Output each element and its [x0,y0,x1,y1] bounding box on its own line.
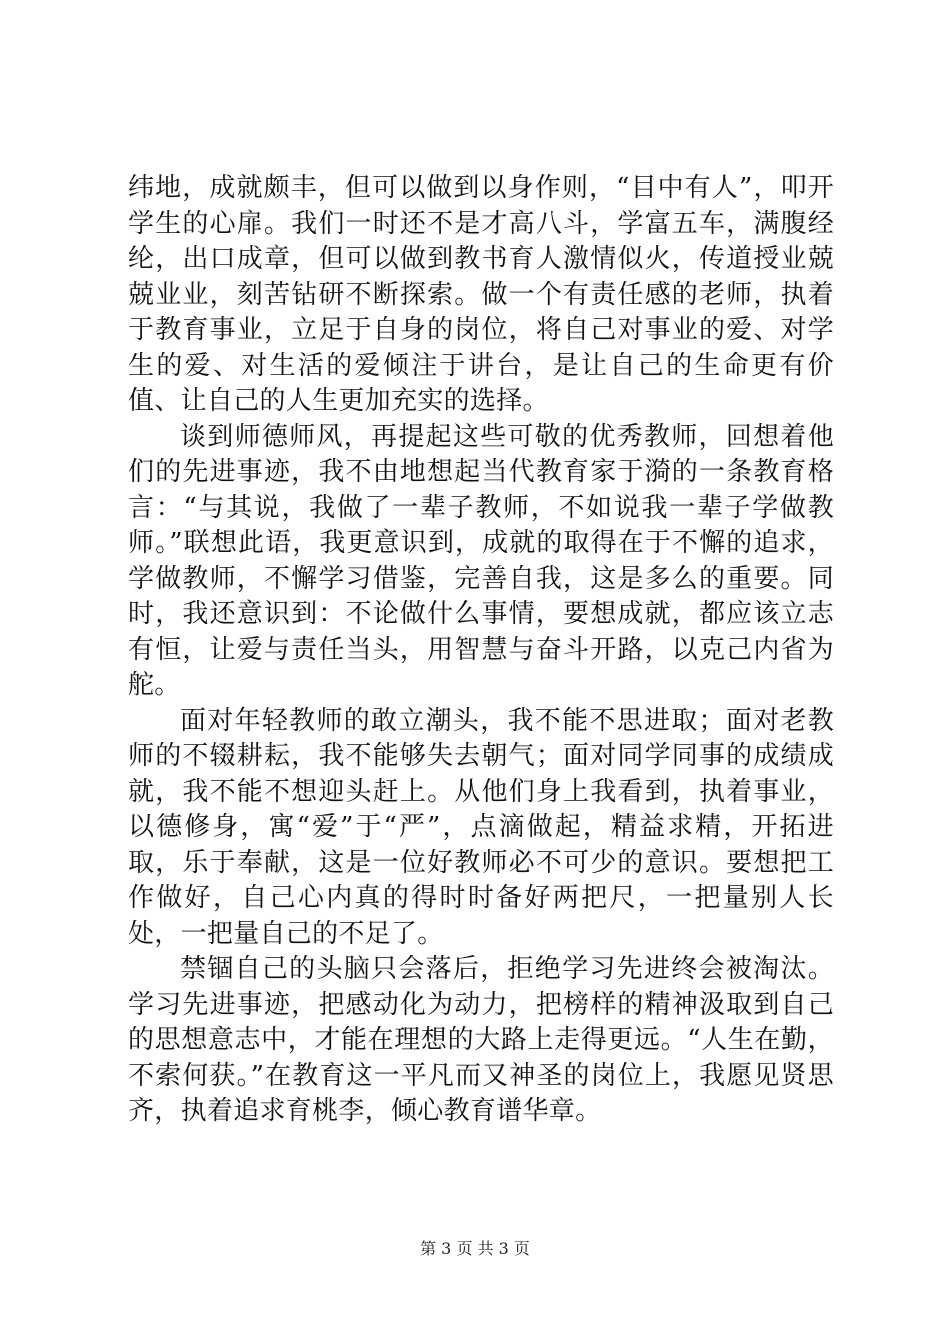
paragraph-continued: 纬地，成就颇丰，但可以做到以身作则，“目中有人”，叩开学生的心扉。我们一时还不是才高八斗，学富五车，满腹经纶，出口成章，但可以做到教书育人激情似火，传道授业兢兢业业，刻苦钻研不断探索。做一个有责任感的老师，执着于教育事业，立足于自身的岗位，将自己对事业的爱、对学生的爱、对生活的爱倾注于讲台，是让自己的生命更有价值、让自己的人生更加充实的选择。 [128,173,834,416]
paragraph-conclusion: 禁锢自己的头脑只会落后，拒绝学习先进终会被淘汰。学习先进事迹，把感动化为动力，把榜样的精神汲取到自己的思想意志中，才能在理想的大路上走得更远。“人生在勤，不索何获。”在教育这一平凡而又神圣的岗位上，我愿见贤思齐，执着追求育桃李，倾心教育谱华章。 [128,954,834,1126]
document-body [128,171,834,1130]
paragraph-young-teachers: 面对年轻教师的敢立潮头，我不能不思进取；面对老教师的不辍耕耘，我不能够失去朝气；面对同学同事的成绩成就，我不能不想迎头赶上。从他们身上我看到，执着事业，以德修身，寓“爱”于“严”，点滴做起，精益求精，开拓进取，乐于奉献，这是一位好教师必不可少的意识。要想把工作做好，自己心内真的得时时备好两把尺，一把量别人长处，一把量自己的不足了。 [128,705,834,949]
page-number-footer: 第 3 页 共 3 页 [420,1239,530,1258]
paragraph-teacher-ethics: 谈到师德师风，再提起这些可敬的优秀教师，回想着他们的先进事迹，我不由地想起当代教育家于漪的一条教育格言：“与其说，我做了一辈子教师，不如说我一辈子学做教师。”联想此语，我更意识到，成就的取得在于不懈的追求，学做教师，不懈学习借鉴，完善自我，这是多么的重要。同时，我还意识到：不论做什么事情，要想成就，都应该立志有恒，让爱与责任当头，用智慧与奋斗开路，以克己内省为舵。 [128,421,834,700]
